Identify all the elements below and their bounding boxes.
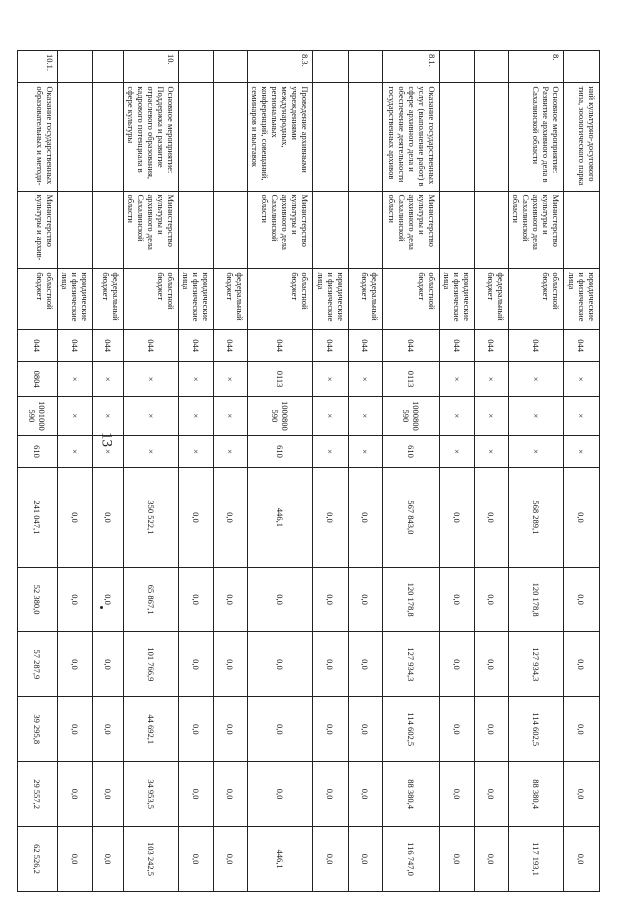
cell-y2: 0,0 bbox=[214, 632, 248, 697]
cell-total: 0,0 bbox=[564, 468, 600, 567]
cell-source: федеральный бюджет bbox=[475, 269, 509, 330]
cell-y4: 88 380,4 bbox=[383, 762, 440, 827]
cell-y5: 0,0 bbox=[58, 827, 93, 892]
cell-total: 0,0 bbox=[93, 468, 124, 567]
cell-name bbox=[475, 83, 509, 191]
cell-y2: 0,0 bbox=[313, 632, 349, 697]
cell-y4: 0,0 bbox=[564, 762, 600, 827]
cell-y3: 0,0 bbox=[248, 697, 313, 762]
cell-source: областной бюджет bbox=[509, 269, 564, 330]
cell-num bbox=[475, 51, 509, 83]
cell-grbs: 044 bbox=[58, 329, 93, 361]
cell-csr: × bbox=[124, 396, 179, 435]
cell-grbs: 044 bbox=[18, 329, 58, 361]
cell-rzpr: × bbox=[214, 362, 248, 397]
cell-y1: 0,0 bbox=[564, 567, 600, 632]
cell-y3: 0,0 bbox=[349, 697, 383, 762]
cell-num bbox=[349, 51, 383, 83]
cell-grbs: 044 bbox=[440, 329, 475, 361]
cell-name: Основное мероприятие: Развитие архивного дела в Сахалинской области bbox=[509, 83, 564, 191]
cell-rzpr: × bbox=[349, 362, 383, 397]
cell-num: 10. bbox=[124, 51, 179, 83]
cell-y1: 0,0 bbox=[214, 567, 248, 632]
cell-csr: 1000800590 bbox=[248, 396, 313, 435]
cell-rzpr: 0804 bbox=[18, 362, 58, 397]
cell-y5: 0,0 bbox=[349, 827, 383, 892]
cell-source: областной бюджет bbox=[248, 269, 313, 330]
cell-y2: 0,0 bbox=[248, 632, 313, 697]
cell-total: 241 047,1 bbox=[18, 468, 58, 567]
cell-y3: 0,0 bbox=[179, 697, 214, 762]
cell-y5: 62 526,2 bbox=[18, 827, 58, 892]
cell-source: областной бюджет bbox=[124, 269, 179, 330]
cell-total: 446,1 bbox=[248, 468, 313, 567]
cell-grbs: 044 bbox=[179, 329, 214, 361]
cell-executor: Министерство культуры и архивного дела Сахалинской области bbox=[509, 191, 564, 269]
cell-source: юридические и физические лица bbox=[440, 269, 475, 330]
cell-grbs: 044 bbox=[564, 329, 600, 361]
cell-csr: × bbox=[313, 396, 349, 435]
cell-source: юридические и физические лица bbox=[313, 269, 349, 330]
cell-grbs: 044 bbox=[124, 329, 179, 361]
cell-rzpr: × bbox=[93, 362, 124, 397]
table-row bbox=[18, 51, 58, 892]
cell-num: 8.3. bbox=[248, 51, 313, 83]
cell-y2: 0,0 bbox=[475, 632, 509, 697]
cell-csr: × bbox=[440, 396, 475, 435]
cell-y4: 0,0 bbox=[248, 762, 313, 827]
cell-total: 350 522,1 bbox=[124, 468, 179, 567]
cell-y2: 0,0 bbox=[440, 632, 475, 697]
cell-name: Основное мероприятие: Поддержка и развитие отраслевого образования, кадрового потенциала в сфере культуры bbox=[124, 83, 179, 191]
table-row bbox=[179, 51, 214, 892]
cell-executor bbox=[349, 191, 383, 269]
cell-vr: × bbox=[124, 435, 179, 467]
cell-name bbox=[93, 83, 124, 191]
cell-rzpr: × bbox=[313, 362, 349, 397]
cell-total: 567 843,0 bbox=[383, 468, 440, 567]
cell-csr: × bbox=[179, 396, 214, 435]
cell-total: 0,0 bbox=[349, 468, 383, 567]
cell-vr: × bbox=[93, 435, 124, 467]
cell-y3: 39 295,8 bbox=[18, 697, 58, 762]
cell-y1: 0,0 bbox=[349, 567, 383, 632]
cell-y5: 103 242,5 bbox=[124, 827, 179, 892]
cell-vr: × bbox=[475, 435, 509, 467]
cell-name: Оказание государственных услуг (выполнение работ) в сфере архивного дела и обеспечение деятельности государственных архивов bbox=[383, 83, 440, 191]
cell-executor: Министерство культуры и архив- bbox=[18, 191, 58, 269]
cell-csr: × bbox=[58, 396, 93, 435]
page-number: 13 bbox=[98, 432, 115, 447]
cell-vr: × bbox=[564, 435, 600, 467]
cell-total: 0,0 bbox=[440, 468, 475, 567]
cell-y2: 101 766,9 bbox=[124, 632, 179, 697]
cell-y1: 65 867,1 bbox=[124, 567, 179, 632]
cell-grbs: 044 bbox=[214, 329, 248, 361]
cell-name bbox=[440, 83, 475, 191]
cell-executor bbox=[93, 191, 124, 269]
cell-rzpr: × bbox=[124, 362, 179, 397]
cell-executor bbox=[313, 191, 349, 269]
cell-executor bbox=[475, 191, 509, 269]
cell-y5: 0,0 bbox=[179, 827, 214, 892]
cell-y1: 0,0 bbox=[313, 567, 349, 632]
cell-vr: × bbox=[214, 435, 248, 467]
table-row bbox=[475, 51, 509, 892]
cell-rzpr: × bbox=[509, 362, 564, 397]
cell-y4: 29 557,2 bbox=[18, 762, 58, 827]
cell-total: 0,0 bbox=[58, 468, 93, 567]
cell-y5: 117 193,1 bbox=[509, 827, 564, 892]
cell-csr: × bbox=[509, 396, 564, 435]
cell-vr: × bbox=[509, 435, 564, 467]
table-row bbox=[124, 51, 179, 892]
table-row bbox=[93, 51, 124, 892]
cell-rzpr: × bbox=[58, 362, 93, 397]
cell-num bbox=[58, 51, 93, 83]
cell-y3: 0,0 bbox=[58, 697, 93, 762]
cell-y1: 52 380,0 bbox=[18, 567, 58, 632]
cell-source: федеральный бюджет bbox=[93, 269, 124, 330]
cell-y5: 0,0 bbox=[214, 827, 248, 892]
cell-executor bbox=[440, 191, 475, 269]
cell-y2: 0,0 bbox=[179, 632, 214, 697]
cell-y1: 0,0 bbox=[248, 567, 313, 632]
cell-num bbox=[440, 51, 475, 83]
cell-y5: 116 747,0 bbox=[383, 827, 440, 892]
cell-executor bbox=[214, 191, 248, 269]
cell-csr: 1001000590 bbox=[18, 396, 58, 435]
cell-num bbox=[564, 51, 600, 83]
cell-source: юридические и физические лица bbox=[564, 269, 600, 330]
cell-executor bbox=[179, 191, 214, 269]
table-row bbox=[509, 51, 564, 892]
cell-y3: 0,0 bbox=[475, 697, 509, 762]
cell-y1: 0,0 bbox=[93, 567, 124, 632]
cell-grbs: 044 bbox=[383, 329, 440, 361]
cell-source: юридические и физические лица bbox=[179, 269, 214, 330]
cell-total: 0,0 bbox=[475, 468, 509, 567]
cell-y3: 0,0 bbox=[93, 697, 124, 762]
table-row bbox=[440, 51, 475, 892]
cell-name bbox=[313, 83, 349, 191]
cell-grbs: 044 bbox=[509, 329, 564, 361]
cell-source: областной бюджет bbox=[383, 269, 440, 330]
cell-y5: 0,0 bbox=[440, 827, 475, 892]
cell-num bbox=[214, 51, 248, 83]
cell-y4: 0,0 bbox=[440, 762, 475, 827]
cell-rzpr: 0113 bbox=[383, 362, 440, 397]
cell-y5: 0,0 bbox=[313, 827, 349, 892]
cell-y4: 0,0 bbox=[93, 762, 124, 827]
cell-vr: × bbox=[58, 435, 93, 467]
table-row bbox=[564, 51, 600, 892]
cell-vr: × bbox=[440, 435, 475, 467]
cell-y4: 34 953,5 bbox=[124, 762, 179, 827]
cell-y5: 0,0 bbox=[93, 827, 124, 892]
cell-source: федеральный бюджет bbox=[349, 269, 383, 330]
cell-num bbox=[313, 51, 349, 83]
cell-num bbox=[93, 51, 124, 83]
cell-y5: 446,1 bbox=[248, 827, 313, 892]
cell-executor: Министерство культуры и архивного дела Сахалинской области bbox=[124, 191, 179, 269]
table-row bbox=[58, 51, 93, 892]
cell-y2: 0,0 bbox=[564, 632, 600, 697]
cell-vr: 610 bbox=[18, 435, 58, 467]
cell-y3: 114 602,5 bbox=[509, 697, 564, 762]
cell-csr: × bbox=[564, 396, 600, 435]
cell-csr: × bbox=[93, 396, 124, 435]
cell-y3: 0,0 bbox=[313, 697, 349, 762]
cell-vr: 610 bbox=[383, 435, 440, 467]
cell-source: областной бюджет bbox=[18, 269, 58, 330]
cell-csr: × bbox=[214, 396, 248, 435]
cell-y2: 0,0 bbox=[58, 632, 93, 697]
cell-name bbox=[179, 83, 214, 191]
cell-grbs: 044 bbox=[248, 329, 313, 361]
cell-name bbox=[349, 83, 383, 191]
cell-y5: 0,0 bbox=[564, 827, 600, 892]
cell-vr: × bbox=[349, 435, 383, 467]
cell-y4: 88 380,4 bbox=[509, 762, 564, 827]
cell-vr: 610 bbox=[248, 435, 313, 467]
cell-y1: 0,0 bbox=[440, 567, 475, 632]
cell-csr: × bbox=[475, 396, 509, 435]
cell-rzpr: × bbox=[564, 362, 600, 397]
cell-executor: Министерство культуры и архивного дела Сахалинской области bbox=[383, 191, 440, 269]
table-row bbox=[313, 51, 349, 892]
cell-y1: 0,0 bbox=[475, 567, 509, 632]
cell-source: федеральный бюджет bbox=[214, 269, 248, 330]
cell-y3: 44 692,1 bbox=[124, 697, 179, 762]
cell-grbs: 044 bbox=[93, 329, 124, 361]
cell-name bbox=[58, 83, 93, 191]
cell-grbs: 044 bbox=[313, 329, 349, 361]
cell-total: 0,0 bbox=[313, 468, 349, 567]
cell-y3: 0,0 bbox=[564, 697, 600, 762]
cell-y2: 0,0 bbox=[349, 632, 383, 697]
cell-name: Оказание государственных образовательных и методи- bbox=[18, 83, 58, 191]
cell-total: 0,0 bbox=[179, 468, 214, 567]
table-row bbox=[349, 51, 383, 892]
cell-name: Проведение архивными учреждениями международных, региональных конференций, совещаний, семинаров и выставок bbox=[248, 83, 313, 191]
cell-y4: 0,0 bbox=[214, 762, 248, 827]
cell-y1: 0,0 bbox=[179, 567, 214, 632]
cell-y4: 0,0 bbox=[313, 762, 349, 827]
cell-rzpr: × bbox=[475, 362, 509, 397]
cell-name bbox=[214, 83, 248, 191]
cell-y1: 0,0 bbox=[58, 567, 93, 632]
cell-num: 8. bbox=[509, 51, 564, 83]
cell-y3: 0,0 bbox=[440, 697, 475, 762]
cell-total: 568 289,1 bbox=[509, 468, 564, 567]
cell-y2: 57 287,9 bbox=[18, 632, 58, 697]
cell-y1: 120 178,8 bbox=[509, 567, 564, 632]
cell-csr: 1000800590 bbox=[383, 396, 440, 435]
cell-csr: × bbox=[349, 396, 383, 435]
cell-name: ний культурно-досугового типа, зоологического парка bbox=[564, 83, 600, 191]
cell-y5: 0,0 bbox=[475, 827, 509, 892]
cell-num: 8.1. bbox=[383, 51, 440, 83]
cell-grbs: 044 bbox=[475, 329, 509, 361]
cell-executor bbox=[58, 191, 93, 269]
table-row bbox=[383, 51, 440, 892]
table-row bbox=[214, 51, 248, 892]
cell-executor: Министерство культуры и архивного дела Сахалинской области bbox=[248, 191, 313, 269]
cell-rzpr: 0113 bbox=[248, 362, 313, 397]
budget-table bbox=[17, 50, 600, 892]
cell-y2: 127 934,3 bbox=[383, 632, 440, 697]
cell-y4: 0,0 bbox=[475, 762, 509, 827]
cell-source: юридические и физические лица bbox=[58, 269, 93, 330]
cell-num bbox=[179, 51, 214, 83]
table-row bbox=[248, 51, 313, 892]
cell-grbs: 044 bbox=[349, 329, 383, 361]
cell-y4: 0,0 bbox=[349, 762, 383, 827]
cell-y1: 120 178,8 bbox=[383, 567, 440, 632]
rotated-table-container bbox=[27, 50, 600, 892]
cell-vr: × bbox=[179, 435, 214, 467]
cell-y3: 0,0 bbox=[214, 697, 248, 762]
cell-rzpr: × bbox=[440, 362, 475, 397]
cell-rzpr: × bbox=[179, 362, 214, 397]
cell-y3: 114 602,5 bbox=[383, 697, 440, 762]
cell-y4: 0,0 bbox=[58, 762, 93, 827]
cell-num: 10.1. bbox=[18, 51, 58, 83]
cell-executor bbox=[564, 191, 600, 269]
cell-y2: 127 934,3 bbox=[509, 632, 564, 697]
cell-vr: × bbox=[313, 435, 349, 467]
cell-y4: 0,0 bbox=[179, 762, 214, 827]
cell-total: 0,0 bbox=[214, 468, 248, 567]
cell-y2: 0,0 bbox=[93, 632, 124, 697]
